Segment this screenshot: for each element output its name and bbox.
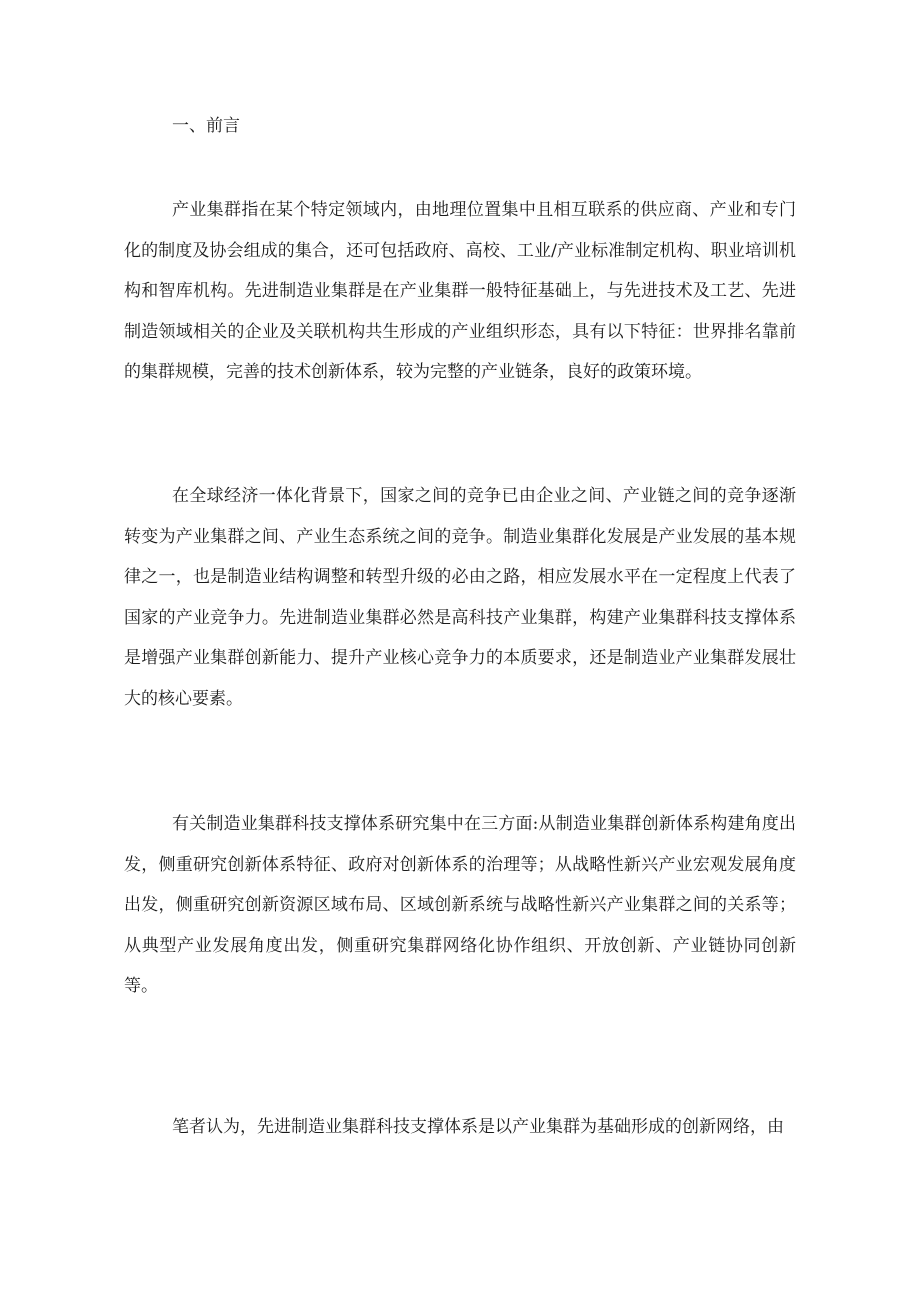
paragraph-background: 在全球经济一体化背景下，国家之间的竞争已由企业之间、产业链之间的竞争逐渐转变为产业集群之间、产业生态系统之间的竞争。制造业集群化发展是产业发展的基本规律之一，也是制造业结构调整和转型升级的必由之路，相应发展水平在一定程度上代表了国家的产业竞争力。先进制造业集群必然是高科技产业集群，构建产业集群科技支撑体系是增强产业集群创新能力、提升产业核心竞争力的本质要求，还是制造业产业集群发展壮大的核心要素。 bbox=[124, 486, 796, 709]
paragraph-definition: 产业集群指在某个特定领域内，由地理位置集中且相互联系的供应商、产业和专门化的制度及协会组成的集合，还可包括政府、高校、工业/产业标准制定机构、职业培训机构和智库机构。先进制造业集群是在产业集群一般特征基础上，与先进技术及工艺、先进制造领域相关的企业及关联机构共生形成的产业组织形态，具有以下特征：世界排名靠前的集群规模，完善的技术创新体系，较为完整的产业链条，良好的政策环境。 bbox=[124, 200, 796, 382]
section-heading: 一、前言 bbox=[172, 116, 240, 136]
paragraph-research: 有关制造业集群科技支撑体系研究集中在三方面:从制造业集群创新体系构建角度出发，侧重研究创新体系特征、政府对创新体系的治理等；从战略性新兴产业宏观发展角度出发，侧重研究创新资源区域布局、区域创新系统与战略性新兴产业集群之间的关系等；从典型产业发展角度出发，侧重研究集群网络化协作组织、开放创新、产业链协同创新等。 bbox=[124, 814, 796, 996]
paragraph-author-view: 笔者认为，先进制造业集群科技支撑体系是以产业集群为基础形成的创新网络，由 bbox=[172, 1117, 784, 1137]
